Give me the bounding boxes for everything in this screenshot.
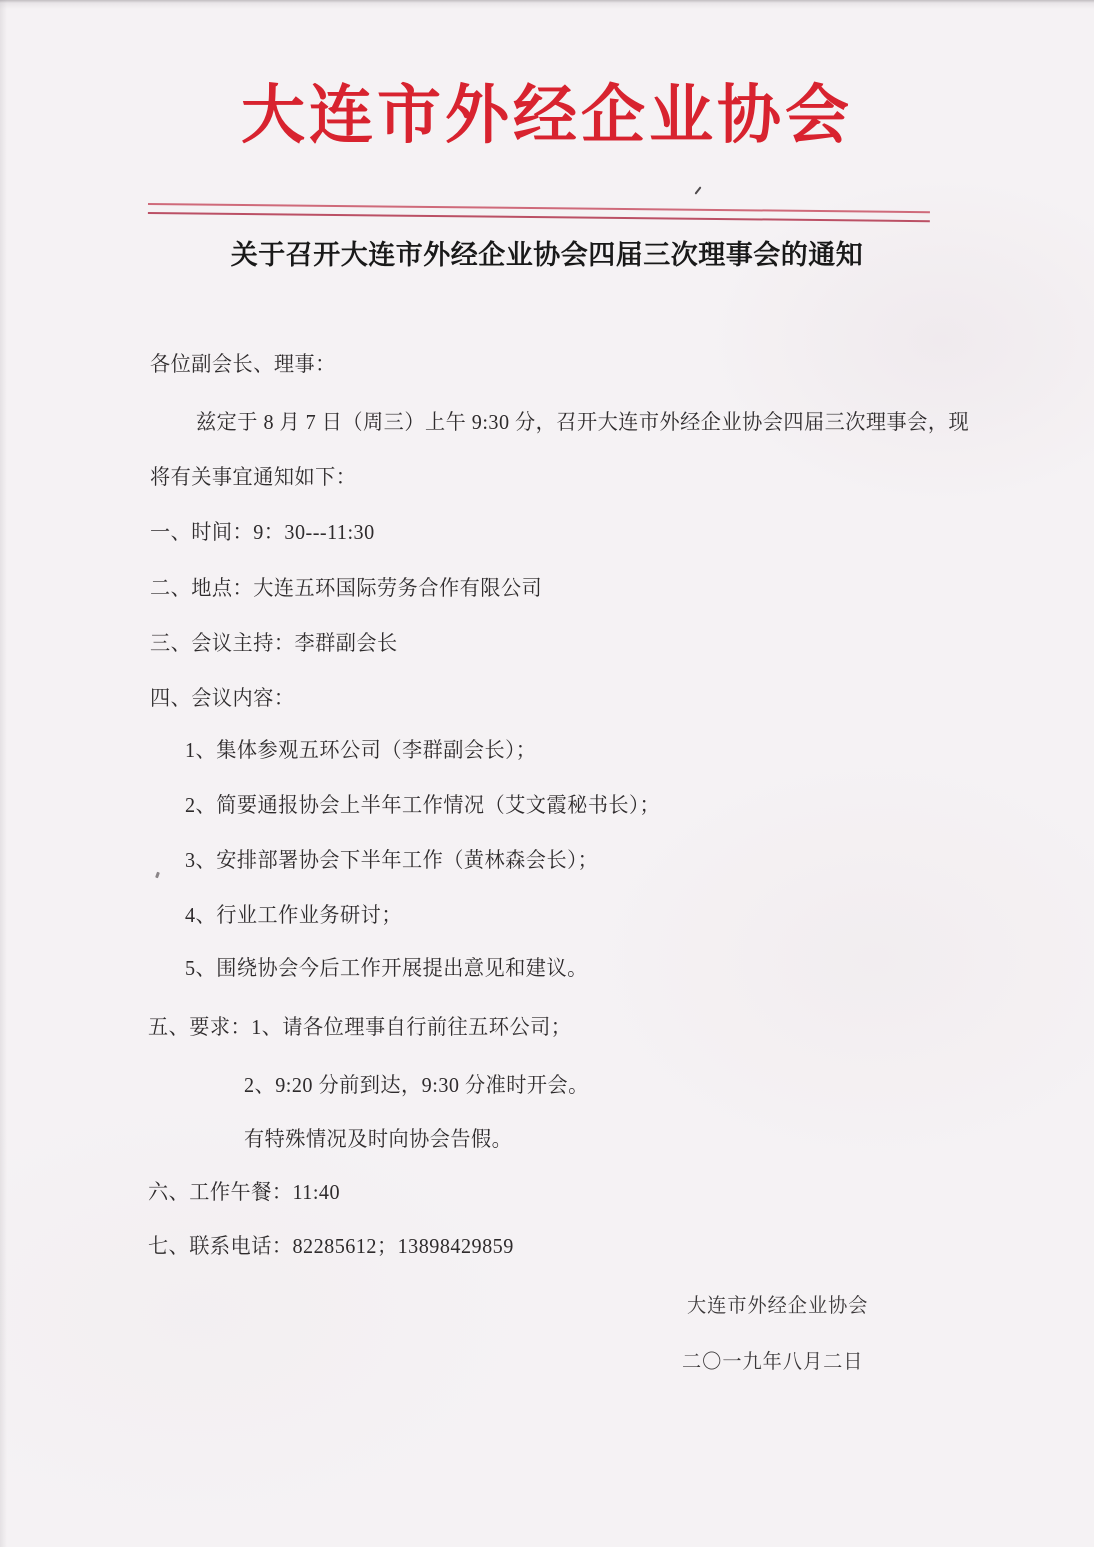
requirement-line-3: 有特殊情况及时向协会告假。 — [244, 1127, 513, 1151]
scan-artifact-speck — [155, 872, 160, 879]
salutation-line: 各位副会长、理事： — [150, 352, 336, 376]
agenda-item-4: 4、行业工作业务研讨； — [185, 903, 402, 927]
letterhead-org-name: 大连市外经企业协会 — [241, 80, 853, 151]
intro-line-2: 将有关事宜通知如下： — [150, 465, 357, 489]
item-host: 三、会议主持：李群副会长 — [150, 631, 398, 655]
notice-title: 关于召开大连市外经企业协会四届三次理事会的通知 — [230, 240, 864, 270]
letterhead-double-rule — [148, 203, 930, 222]
item-phone: 七、联系电话：82285612；13898429859 — [148, 1234, 514, 1258]
item-requirements: 五、要求：1、请各位理事自行前往五环公司； — [148, 1015, 572, 1039]
agenda-item-5: 5、围绕协会今后工作开展提出意见和建议。 — [185, 956, 588, 980]
item-agenda-header: 四、会议内容： — [150, 686, 295, 710]
requirement-line-2: 2、9:20 分前到达，9:30 分准时开会。 — [244, 1073, 589, 1097]
signature-org: 大连市外经企业协会 — [687, 1295, 869, 1317]
agenda-item-1: 1、集体参观五环公司（李群副会长）； — [185, 738, 537, 762]
signature-date: 二〇一九年八月二日 — [682, 1351, 864, 1373]
agenda-item-3: 3、安排部署协会下半年工作（黄林森会长）； — [185, 848, 599, 872]
agenda-item-2: 2、简要通报协会上半年工作情况（艾文霞秘书长）； — [185, 793, 661, 817]
item-time: 一、时间：9：30---11:30 — [150, 520, 375, 544]
item-location: 二、地点：大连五环国际劳务合作有限公司 — [150, 576, 543, 600]
scan-artifact-tick — [694, 186, 701, 194]
intro-line-1: 兹定于 8 月 7 日（周三）上午 9:30 分，召开大连市外经企业协会四届三次理事会，现 — [196, 410, 970, 434]
item-lunch: 六、工作午餐：11:40 — [148, 1180, 341, 1204]
